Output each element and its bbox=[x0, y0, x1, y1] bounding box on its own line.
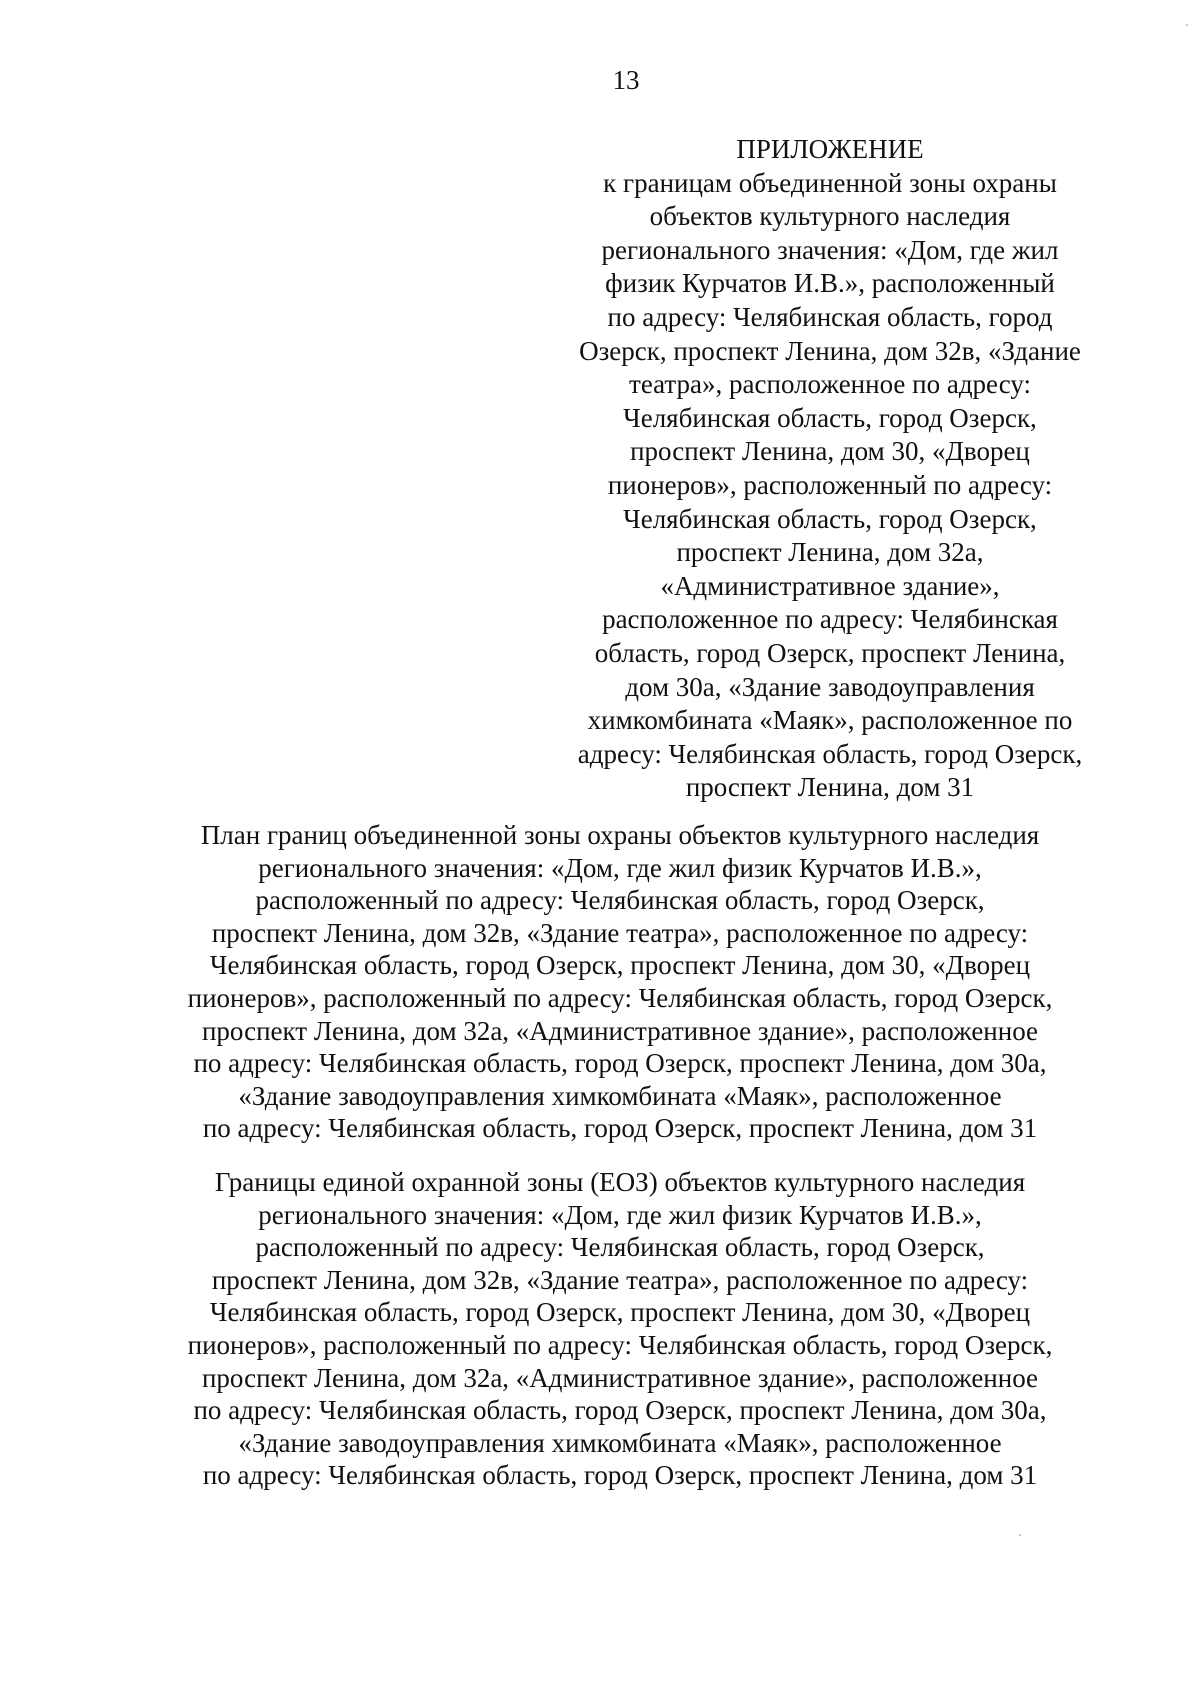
appendix-line: «Административное здание», bbox=[660, 570, 1000, 601]
plan-line: План границ объединенной зоны охраны объектов культурного наследия bbox=[200, 820, 1040, 850]
boundary-line: по адресу: Челябинская область, город Озерск, проспект Ленина, дом 31 bbox=[202, 1460, 1038, 1491]
appendix-line: химкомбината «Маяк», расположенное по bbox=[587, 705, 1073, 736]
boundary-line: Границы единой охранной зоны (ЕОЗ) объектов культурного наследия bbox=[214, 1167, 1026, 1197]
appendix-line: Челябинская область, город Озерск, bbox=[623, 402, 1037, 433]
scan-speck bbox=[1186, 24, 1188, 26]
page-number: 13 bbox=[612, 65, 640, 95]
plan-line: по адресу: Челябинская область, город Озерск, проспект Ленина, дом 30а, bbox=[193, 1048, 1047, 1079]
plan-line: расположенный по адресу: Челябинская область, город Озерск, bbox=[255, 885, 985, 916]
plan-line: «Здание заводоуправления химкомбината «Маяк», расположенное bbox=[238, 1080, 1002, 1111]
appendix-line: объектов культурного наследия bbox=[649, 201, 1011, 232]
plan-line: проспект Ленина, дом 32в, «Здание театра», расположенное по адресу: bbox=[211, 917, 1029, 948]
appendix-line: проспект Ленина, дом 32а, bbox=[676, 537, 984, 568]
plan-line: пионеров», расположенный по адресу: Челябинская область, город Озерск, bbox=[187, 982, 1053, 1013]
scan-speck bbox=[1019, 1534, 1021, 1536]
plan-line: по адресу: Челябинская область, город Озерск, проспект Ленина, дом 31 bbox=[202, 1113, 1038, 1144]
plan-line: проспект Ленина, дом 32а, «Административное здание», расположенное bbox=[201, 1015, 1039, 1046]
boundary-line: пионеров», расположенный по адресу: Челябинская область, город Озерск, bbox=[187, 1329, 1053, 1360]
appendix-line: театра», расположенное по адресу: bbox=[629, 369, 1031, 400]
appendix-line: пионеров», расположенный по адресу: bbox=[607, 469, 1053, 500]
boundary-line: регионального значения: «Дом, где жил физик Курчатов И.В.», bbox=[258, 1199, 982, 1230]
appendix-block bbox=[540, 133, 1120, 805]
boundary-line: по адресу: Челябинская область, город Озерск, проспект Ленина, дом 30а, bbox=[193, 1395, 1047, 1426]
appendix-line: проспект Ленина, дом 31 bbox=[685, 772, 975, 803]
appendix-line: к границам объединенной зоны охраны bbox=[603, 167, 1057, 198]
boundary-line: проспект Ленина, дом 32в, «Здание театра», расположенное по адресу: bbox=[211, 1264, 1029, 1295]
boundary-line: расположенный по адресу: Челябинская область, город Озерск, bbox=[255, 1232, 985, 1263]
appendix-line: Челябинская область, город Озерск, bbox=[623, 503, 1037, 534]
appendix-line: область, город Озерск, проспект Ленина, bbox=[594, 637, 1066, 668]
plan-line: Челябинская область, город Озерск, проспект Ленина, дом 30, «Дворец bbox=[209, 950, 1031, 981]
appendix-line: по адресу: Челябинская область, город bbox=[607, 301, 1053, 332]
boundary-section bbox=[100, 1166, 1140, 1492]
appendix-line: проспект Ленина, дом 30, «Дворец bbox=[630, 436, 1030, 467]
appendix-line: физик Курчатов И.В.», расположенный bbox=[605, 268, 1055, 299]
plan-section bbox=[100, 819, 1140, 1145]
boundary-line: Челябинская область, город Озерск, проспект Ленина, дом 30, «Дворец bbox=[209, 1297, 1031, 1328]
appendix-line: Озерск, проспект Ленина, дом 32в, «Здание bbox=[579, 335, 1081, 366]
appendix-line: расположенное по адресу: Челябинская bbox=[602, 604, 1058, 635]
plan-line: регионального значения: «Дом, где жил физик Курчатов И.В.», bbox=[258, 852, 982, 883]
boundary-line: проспект Ленина, дом 32а, «Административное здание», расположенное bbox=[201, 1362, 1039, 1393]
appendix-line: адресу: Челябинская область, город Озерск, bbox=[577, 738, 1083, 769]
appendix-title: ПРИЛОЖЕНИЕ bbox=[736, 134, 924, 164]
appendix-line: регионального значения: «Дом, где жил bbox=[601, 234, 1059, 265]
appendix-line: дом 30а, «Здание заводоуправления bbox=[625, 671, 1035, 702]
boundary-line: «Здание заводоуправления химкомбината «Маяк», расположенное bbox=[238, 1427, 1002, 1458]
